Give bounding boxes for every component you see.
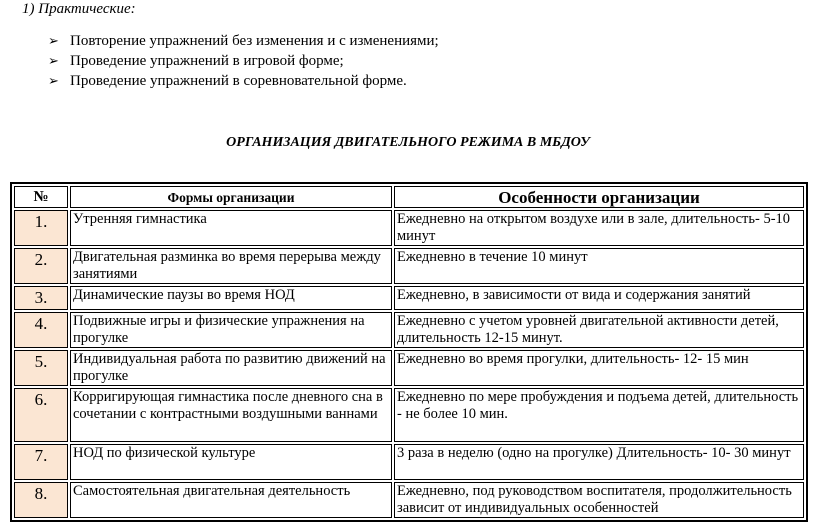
row-number: 6. [14, 388, 68, 442]
row-feature: Ежедневно на открытом воздухе или в зале, длительность- 5-10 минут [394, 210, 804, 246]
table-row [14, 286, 804, 310]
row-form: Динамические паузы во время НОД [70, 286, 392, 310]
row-feature: Ежедневно, в зависимости от вида и содержания занятий [394, 286, 804, 310]
row-number: 5. [14, 350, 68, 386]
table-row [14, 248, 804, 284]
row-form: Двигательная разминка во время перерыва между занятиями [70, 248, 392, 284]
document-title: ОРГАНИЗАЦИЯ ДВИГАТЕЛЬНОГО РЕЖИМА В МБДОУ [226, 135, 590, 150]
row-number: 4. [14, 312, 68, 348]
row-feature: Ежедневно по мере пробуждения и подъема детей, длительность - не более 10 мин. [394, 388, 804, 442]
row-form: НОД по физической культуре [70, 444, 392, 480]
list-item [48, 71, 439, 91]
header-num: № [14, 186, 68, 208]
row-feature: Ежедневно в течение 10 минут [394, 248, 804, 284]
arrow-bullet-icon: ➢ [48, 33, 59, 48]
arrow-bullet-icon: ➢ [48, 73, 59, 88]
table-row [14, 388, 804, 442]
row-feature: 3 раза в неделю (одно на прогулке) Длительность- 10- 30 минут [394, 444, 804, 480]
header-forms: Формы организации [70, 186, 392, 208]
row-feature: Ежедневно во время прогулки, длительность- 12- 15 мин [394, 350, 804, 386]
list-item-text: Проведение упражнений в соревновательной форме. [70, 73, 407, 89]
row-number: 2. [14, 248, 68, 284]
row-number: 1. [14, 210, 68, 246]
table-row [14, 210, 804, 246]
methods-list [48, 31, 439, 91]
arrow-bullet-icon: ➢ [48, 53, 59, 68]
table-row [14, 350, 804, 386]
table-row [14, 312, 804, 348]
table-row [14, 444, 804, 480]
row-number: 3. [14, 286, 68, 310]
section-heading: 1) Практические: [22, 1, 136, 17]
row-form: Подвижные игры и физические упражнения на прогулке [70, 312, 392, 348]
row-form: Корригирующая гимнастика после дневного сна в сочетании с контрастными воздушными ваннами [70, 388, 392, 442]
list-item-text: Повторение упражнений без изменения и с изменениями; [70, 33, 439, 49]
list-item-text: Проведение упражнений в игровой форме; [70, 53, 344, 69]
table-row [14, 482, 804, 518]
list-item [48, 31, 439, 51]
row-feature: Ежедневно с учетом уровней двигательной активности детей, длительность 12-15 минут. [394, 312, 804, 348]
list-item [48, 51, 439, 71]
header-features: Особенности организации [394, 186, 804, 208]
row-number: 7. [14, 444, 68, 480]
row-form: Утренняя гимнастика [70, 210, 392, 246]
row-form: Самостоятельная двигательная деятельность [70, 482, 392, 518]
row-number: 8. [14, 482, 68, 518]
organization-table [10, 182, 808, 522]
row-feature: Ежедневно, под руководством воспитателя, продолжительность зависит от индивидуальных особенностей [394, 482, 804, 518]
table-header-row [14, 186, 804, 208]
row-form: Индивидуальная работа по развитию движений на прогулке [70, 350, 392, 386]
